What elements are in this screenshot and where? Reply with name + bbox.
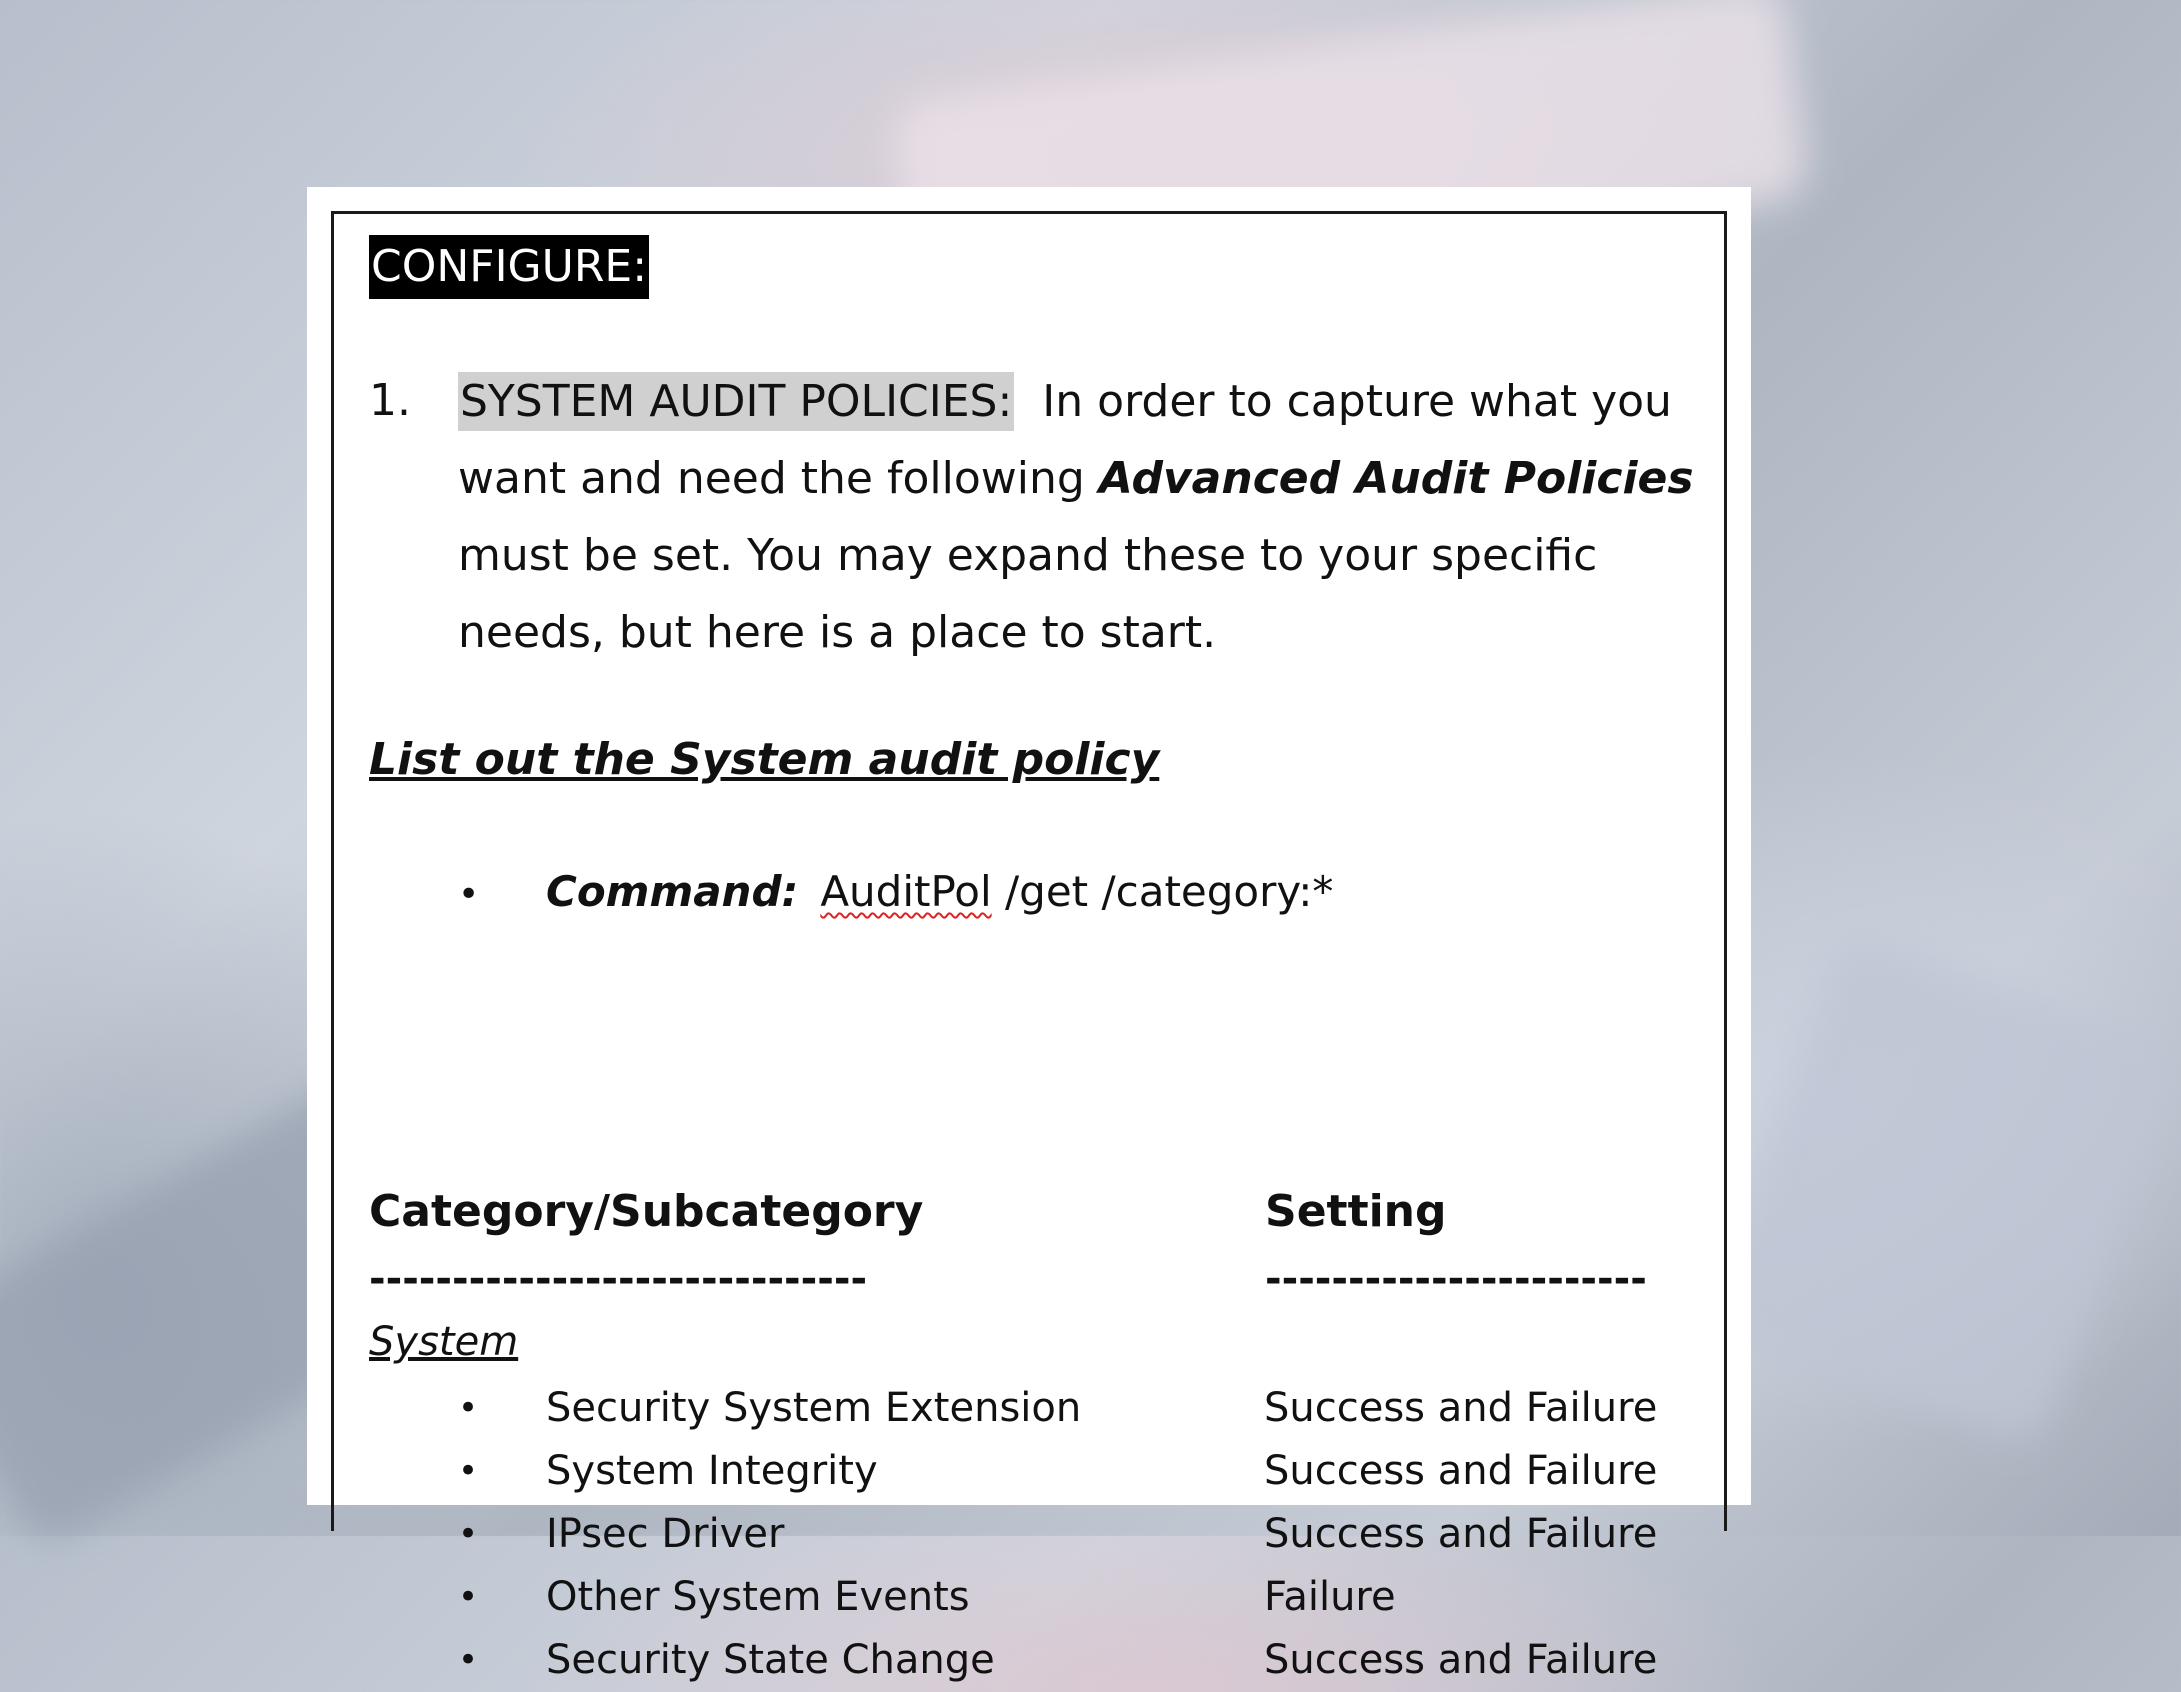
bullet-icon: • <box>458 874 480 915</box>
command-program: AuditPol <box>820 867 992 916</box>
subcategory-name: IPsec Driver <box>546 1511 785 1557</box>
subcategory-name: System Integrity <box>546 1448 878 1494</box>
list-title: List out the System audit policy <box>369 734 1160 785</box>
command-label: Command: <box>546 867 799 916</box>
step-paragraph <box>458 363 1708 671</box>
bullet-icon: • <box>458 1577 479 1617</box>
command-row <box>458 857 1333 930</box>
category-label: System <box>369 1319 519 1365</box>
command-args: /get /category:* <box>1005 867 1334 916</box>
background-blur-shape <box>1699 931 2181 1449</box>
setting-value: Failure <box>1264 1574 1396 1620</box>
step-text-b: must be set. You may expand these to your specific needs, but here is a place to start. <box>458 530 1598 658</box>
step-emphasis: Advanced Audit Policies <box>1098 453 1694 504</box>
bullet-icon: • <box>458 1640 479 1680</box>
step-number: 1. <box>369 375 411 426</box>
setting-value: Success and Failure <box>1264 1511 1658 1557</box>
subcategory-name: Security System Extension <box>546 1385 1082 1431</box>
table-row <box>458 1628 1658 1692</box>
bullet-icon: • <box>458 1451 479 1491</box>
column-header-category: Category/Subcategory <box>369 1186 924 1237</box>
setting-value: Success and Failure <box>1264 1385 1658 1431</box>
column-rule-setting: ----------------------- <box>1265 1256 1647 1302</box>
setting-value: Success and Failure <box>1264 1637 1658 1683</box>
table-row <box>458 1502 1658 1566</box>
configure-heading: CONFIGURE: <box>369 235 649 299</box>
table-row <box>458 1565 1658 1629</box>
setting-value: Success and Failure <box>1264 1448 1658 1494</box>
table-row <box>458 1439 1658 1503</box>
document-page <box>307 187 1751 1683</box>
step-text-a: In order to capture what you want and need the following <box>458 376 1672 504</box>
subcategory-name: Other System Events <box>546 1574 970 1620</box>
bullet-icon: • <box>458 1514 479 1554</box>
step-highlight-label: SYSTEM AUDIT POLICIES: <box>458 372 1014 431</box>
column-header-setting: Setting <box>1265 1186 1447 1237</box>
column-rule-category: ------------------------------ <box>369 1256 868 1302</box>
table-row <box>458 1376 1658 1440</box>
bullet-icon: • <box>458 1388 479 1428</box>
subcategory-name: Security State Change <box>546 1637 995 1683</box>
